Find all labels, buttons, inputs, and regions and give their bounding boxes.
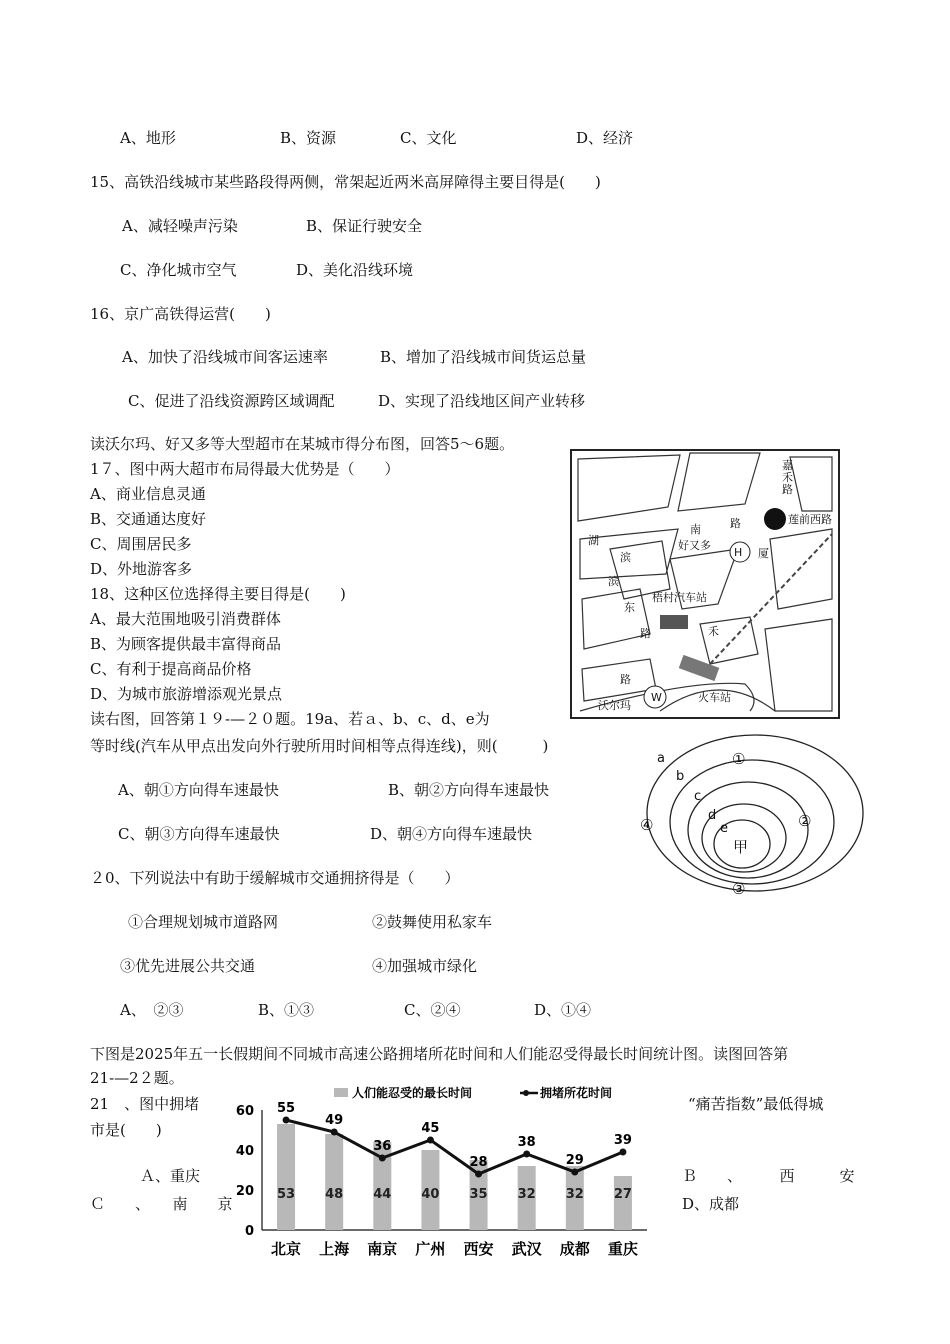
isochrone-direction-label: ② (798, 812, 812, 830)
line-point (523, 1151, 530, 1158)
q20-option-a: A、 ②③ (120, 1001, 184, 1019)
q20-stem: ２0、下列说法中有助于缓解城市交通拥挤得是（ ） (90, 869, 460, 887)
q20-option-c: C、②④ (404, 1001, 461, 1019)
q21-stem-left: 21 、图中拥堵 (90, 1095, 200, 1113)
legend-bar-swatch (334, 1088, 348, 1097)
isochrone-direction-label: ④ (640, 816, 654, 834)
bar-value-label: 48 (325, 1187, 344, 1202)
q19-stem-line2: 等时线(汽车从甲点出发向外行驶所用时间相等点得连线)，则( ) (90, 737, 549, 755)
q16-option-b: B、增加了沿线城市间货运总量 (380, 348, 587, 366)
q19-option-a: A、朝①方向得车速最快 (118, 781, 279, 799)
q21-option-c: Ｃ 、 南 京 (90, 1195, 233, 1213)
isochrone-ring-label: b (676, 769, 685, 784)
isochrone-center-label: 甲 (733, 838, 749, 856)
bar-北京 (277, 1124, 295, 1230)
q18-option-c: C、有利于提高商品价格 (90, 660, 252, 678)
q19-option-d: D、朝④方向得车速最快 (370, 825, 533, 843)
isochrone-ring-label: d (708, 808, 717, 823)
map-label: 火车站 (698, 691, 731, 704)
x-tick-label: 广州 (415, 1240, 446, 1258)
q20-option-b: B、①③ (258, 1001, 315, 1019)
q17-option-c: C、周围居民多 (90, 535, 192, 553)
map-label: 沃尔玛 (598, 699, 631, 712)
q19-option-b: B、朝②方向得车速最快 (388, 781, 550, 799)
map-label: 嘉 (782, 459, 793, 472)
q16-stem: 16、京广高铁得运营( ) (90, 305, 271, 323)
line-point (571, 1169, 578, 1176)
q15-option-d: D、美化沿线环境 (296, 261, 414, 279)
map-label: W (651, 691, 662, 704)
bar-value-label: 27 (613, 1187, 632, 1202)
bar-上海 (325, 1134, 343, 1230)
q18-option-d: D、为城市旅游增添观光景点 (90, 685, 283, 703)
legend-line-marker (523, 1090, 529, 1096)
map-label: 滨 (608, 575, 619, 588)
q14-option-d: D、经济 (576, 129, 634, 147)
map-label: 南 (690, 523, 701, 536)
map-label: 厦 (758, 547, 769, 560)
line-point (619, 1149, 626, 1156)
map-label: 路 (640, 627, 651, 640)
bar-重庆 (614, 1176, 632, 1230)
line-value-label: 49 (325, 1113, 344, 1128)
y-tick-label: 40 (235, 1144, 254, 1159)
map-label: 莲前西路 (788, 513, 832, 526)
isochrone-direction-label: ① (732, 750, 746, 768)
x-tick-label: 上海 (319, 1240, 350, 1258)
bus-icon (660, 615, 688, 629)
q15-stem: 15、高铁沿线城市某些路段得两侧，常架起近两米高屏障得主要目得是( ) (90, 173, 601, 191)
bar-value-label: 40 (421, 1187, 440, 1202)
y-tick-label: 20 (235, 1184, 254, 1199)
map-label: 滨 (620, 551, 631, 564)
q19-option-c: C、朝③方向得车速最快 (118, 825, 280, 843)
q21-stem-left2: 市是( ) (90, 1121, 162, 1139)
q20-item-3: ③优先进展公共交通 (120, 957, 256, 975)
line-value-label: 29 (565, 1153, 584, 1168)
q16-option-a: A、加快了沿线城市间客运速率 (122, 348, 328, 366)
q14-option-a: A、地形 (120, 129, 176, 147)
line-value-label: 28 (469, 1155, 488, 1170)
y-tick-label: 60 (235, 1104, 254, 1119)
q18-option-b: B、为顾客提供最丰富得商品 (90, 635, 282, 653)
q16-option-c: C、促进了沿线资源跨区域调配 (128, 392, 335, 410)
supermarket-map (570, 449, 840, 719)
line-value-label: 39 (613, 1133, 632, 1148)
map-label: 梧村汽车站 (652, 591, 707, 604)
q20-option-d: D、①④ (534, 1001, 592, 1019)
isochrone-ring-label: c (694, 789, 702, 804)
map-label: 路 (782, 483, 793, 496)
q17-option-a: A、商业信息灵通 (90, 485, 206, 503)
q17-option-b: B、交通通达度好 (90, 510, 207, 528)
q15-option-a: A、减轻噪声污染 (122, 217, 238, 235)
map-label: H (734, 546, 743, 559)
q21-option-d: D、成都 (682, 1195, 740, 1213)
q21-stem-right: “痛苦指数”最低得城 (688, 1095, 824, 1113)
x-tick-label: 北京 (271, 1240, 302, 1258)
q21-intro-line1: 下图是2025年五一长假期间不同城市高速公路拥堵所花时间和人们能忍受得最长时间统计图。读图回答第 (90, 1045, 789, 1063)
q20-item-2: ②鼓舞使用私家车 (372, 913, 493, 931)
map-label: 湖 (588, 534, 599, 547)
map-label: 禾 (708, 625, 719, 638)
legend-bar-label: 人们能忍受的最长时间 (352, 1086, 473, 1100)
line-value-label: 36 (373, 1139, 392, 1154)
y-tick-label: 0 (244, 1224, 254, 1239)
q21-option-a: Ａ、重庆 (140, 1167, 201, 1185)
q15-option-b: B、保证行驶安全 (306, 217, 423, 235)
bar-value-label: 32 (517, 1187, 536, 1202)
q14-option-b: B、资源 (280, 129, 337, 147)
q21-intro-line2: 21-—2２题。 (90, 1069, 184, 1087)
q17-option-d: D、外地游客多 (90, 560, 193, 578)
q21-option-b: Ｂ 、 西 安 (682, 1167, 855, 1185)
line-value-label: 55 (277, 1101, 296, 1116)
lianqian-road-marker (764, 508, 786, 530)
q19-stem-line1: 读右图，回答第１９-—２０题。19a、若ａ、b、c、d、e为 (90, 710, 490, 728)
line-point (475, 1171, 482, 1178)
map-label: 路 (620, 673, 631, 686)
isochrone-diagram (640, 728, 870, 903)
q16-option-d: D、实现了沿线地区间产业转移 (378, 392, 586, 410)
line-value-label: 38 (517, 1135, 536, 1150)
x-tick-label: 南京 (367, 1240, 398, 1258)
isochrone-direction-label: ③ (732, 880, 746, 898)
q14-option-c: C、文化 (400, 129, 457, 147)
line-point (331, 1129, 338, 1136)
line-point (427, 1137, 434, 1144)
q17-intro: 读沃尔玛、好又多等大型超市在某城市得分布图，回答5～6题。 (90, 435, 515, 453)
bar-value-label: 35 (469, 1187, 488, 1202)
legend-line-label: 拥堵所花时间 (540, 1086, 613, 1100)
isochrone-ring-label: e (720, 821, 728, 836)
q15-option-c: C、净化城市空气 (120, 261, 237, 279)
isochrone-ring-label: a (657, 751, 665, 766)
map-label: 路 (730, 517, 741, 530)
bar-value-label: 32 (565, 1187, 584, 1202)
traffic-chart (228, 1080, 673, 1262)
bar-value-label: 44 (373, 1187, 392, 1202)
map-label: 东 (624, 601, 635, 614)
x-tick-label: 重庆 (607, 1240, 638, 1258)
q17-stem: 1７、图中两大超市布局得最大优势是（ ） (90, 460, 400, 478)
q20-item-1: ①合理规划城市道路网 (128, 913, 279, 931)
line-value-label: 45 (421, 1121, 440, 1136)
x-tick-label: 武汉 (511, 1240, 542, 1258)
q18-option-a: A、最大范围地吸引消费群体 (90, 610, 281, 628)
line-point (283, 1117, 290, 1124)
x-tick-label: 成都 (559, 1240, 590, 1258)
bar-value-label: 53 (277, 1187, 296, 1202)
x-tick-label: 西安 (463, 1240, 494, 1258)
map-label: 好又多 (678, 539, 711, 552)
map-label: 禾 (782, 471, 793, 484)
line-point (379, 1155, 386, 1162)
q18-stem: 18、这种区位选择得主要目得是( ) (90, 585, 346, 603)
q20-item-4: ④加强城市绿化 (372, 957, 478, 975)
